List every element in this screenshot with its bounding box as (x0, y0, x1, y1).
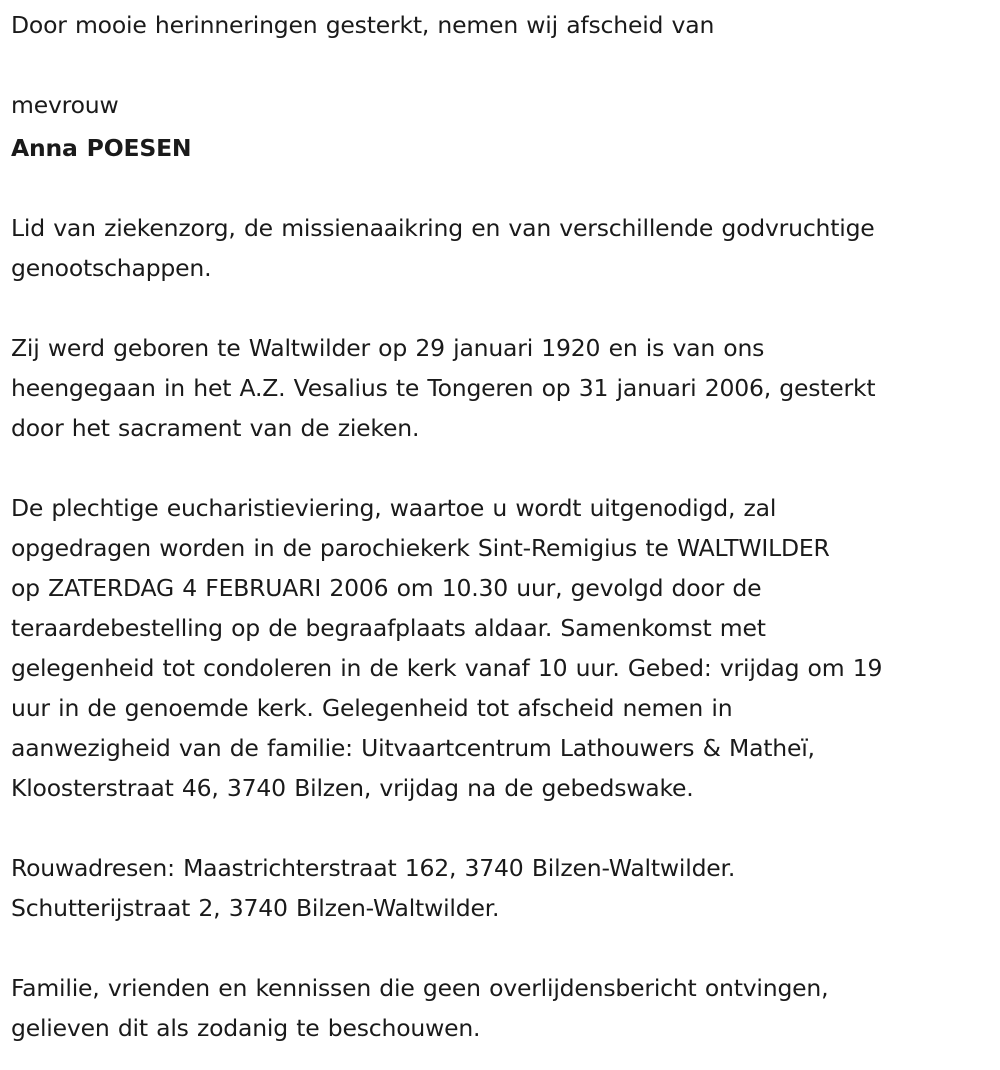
ceremony-line: Kloosterstraat 46, 3740 Bilzen, vrijdag na de gebedswake. (11, 774, 694, 802)
spacer (11, 45, 996, 85)
spacer (11, 448, 996, 488)
ceremony-line: opgedragen worden in de parochiekerk Sint-Remigius te WALTWILDER (11, 534, 830, 562)
birth-death-line: heengegaan in het A.Z. Vesalius te Tongeren op 31 januari 2006, gesterkt (11, 374, 876, 402)
ceremony-line: De plechtige eucharistieviering, waartoe u wordt uitgenodigd, zal (11, 494, 777, 522)
addresses-paragraph (11, 848, 996, 928)
deceased-name: Anna POESEN (11, 134, 192, 162)
birth-death-line: door het sacrament van de zieken. (11, 414, 420, 442)
ceremony-line: uur in de genoemde kerk. Gelegenheid tot afscheid nemen in (11, 694, 733, 722)
spacer (11, 928, 996, 968)
membership-line: genootschappen. (11, 254, 212, 282)
ceremony-line: op ZATERDAG 4 FEBRUARI 2006 om 10.30 uur, gevolgd door de (11, 574, 762, 602)
intro-text: Door mooie herinneringen gesterkt, nemen wij afscheid van (11, 11, 715, 39)
membership-line: Lid van ziekenzorg, de missienaaikring en van verschillende godvruchtige (11, 214, 875, 242)
closing-line: gelieven dit als zodanig te beschouwen. (11, 1014, 481, 1042)
spacer (11, 168, 996, 208)
ceremony-line: gelegenheid tot condoleren in de kerk vanaf 10 uur. Gebed: vrijdag om 19 (11, 654, 883, 682)
salutation: mevrouw (11, 91, 119, 119)
membership-paragraph (11, 208, 996, 288)
ceremony-paragraph (11, 488, 996, 808)
address-line: Schutterijstraat 2, 3740 Bilzen-Waltwilder. (11, 894, 500, 922)
birth-death-line: Zij werd geboren te Waltwilder op 29 januari 1920 en is van ons (11, 334, 765, 362)
closing-line: Familie, vrienden en kennissen die geen overlijdensbericht ontvingen, (11, 974, 829, 1002)
ceremony-line: aanwezigheid van de familie: Uitvaartcentrum Lathouwers & Matheï, (11, 734, 815, 762)
ceremony-line: teraardebestelling op de begraafplaats aldaar. Samenkomst met (11, 614, 766, 642)
address-line: Rouwadresen: Maastrichterstraat 162, 3740 Bilzen-Waltwilder. (11, 854, 736, 882)
spacer (11, 288, 996, 328)
closing-paragraph (11, 968, 996, 1048)
birth-death-paragraph (11, 328, 996, 448)
spacer (11, 808, 996, 848)
death-notice (11, 5, 996, 1048)
